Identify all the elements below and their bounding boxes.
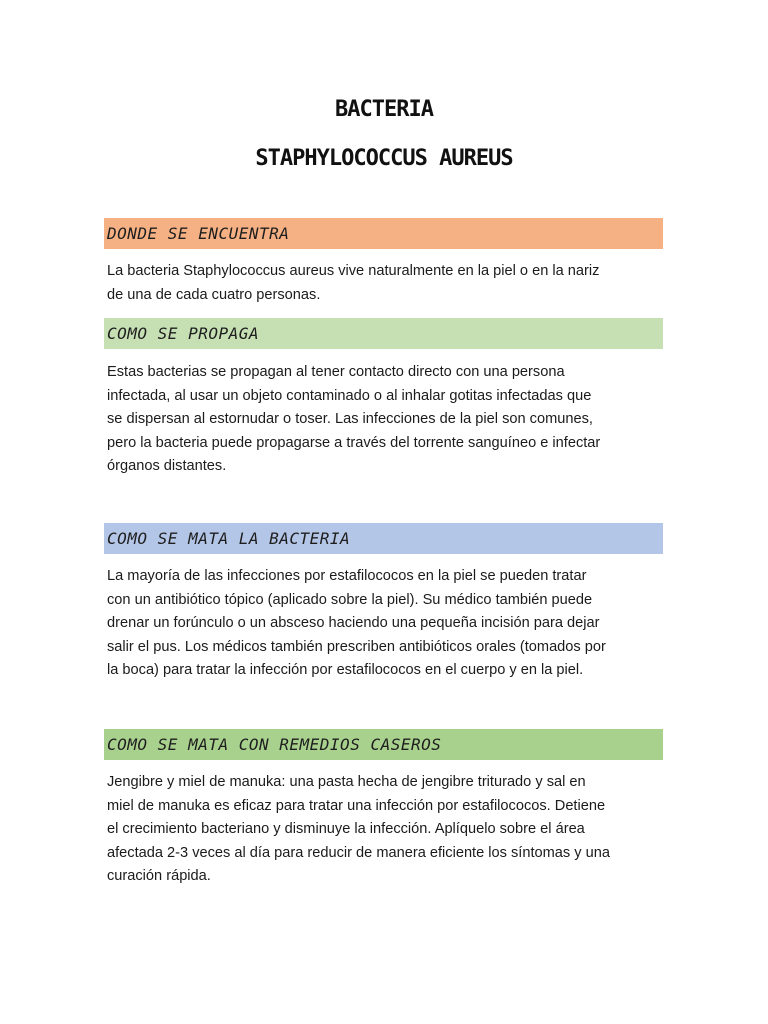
text-line: drenar un forúnculo o un absceso haciendo una pequeña incisión para dejar xyxy=(107,615,600,631)
text-line: el crecimiento bacteriano y disminuye la infección. Aplíquelo sobre el área xyxy=(107,821,585,837)
section-heading-donde-se-encuentra: DONDE SE ENCUENTRA xyxy=(104,218,663,249)
document-title: BACTERIA xyxy=(335,97,433,122)
text-line: La mayoría de las infecciones por estafilococos en la piel se pueden tratar xyxy=(107,568,587,584)
text-line: miel de manuka es eficaz para tratar una infección por estafilococos. Detiene xyxy=(107,797,606,814)
section-heading-como-se-mata-la-bacteria: COMO SE MATA LA BACTERIA xyxy=(104,523,663,554)
text-line: salir el pus. Los médicos también prescriben antibióticos orales (tomados por xyxy=(107,638,606,655)
section-heading-como-se-mata-con-remedios-caseros: COMO SE MATA CON REMEDIOS CASEROS xyxy=(104,729,663,760)
text-line: La bacteria Staphylococcus aureus vive naturalmente en la piel o en la nariz xyxy=(107,263,600,279)
text-line: la boca) para tratar la infección por estafilococos en el cuerpo y en la piel. xyxy=(107,662,584,678)
section-body-como-se-propaga xyxy=(107,361,667,479)
text-line: de una de cada cuatro personas. xyxy=(107,286,321,303)
text-line: Estas bacterias se propagan al tener contacto directo con una persona xyxy=(107,364,565,380)
document-subtitle: STAPHYLOCOCCUS AUREUS xyxy=(255,146,513,171)
text-line: pero la bacteria puede propagarse a través del torrente sanguíneo e infectar xyxy=(107,434,601,451)
text-line: Jengibre y miel de manuka: una pasta hecha de jengibre triturado y sal en xyxy=(107,774,586,790)
text-line: con un antibiótico tópico (aplicado sobre la piel). Su médico también puede xyxy=(107,591,593,608)
text-line: curación rápida. xyxy=(107,868,211,884)
section-body-donde-se-encuentra xyxy=(107,260,667,307)
section-body-como-se-mata-con-remedios-caseros xyxy=(107,771,667,889)
section-heading-como-se-propaga: COMO SE PROPAGA xyxy=(104,318,663,349)
text-line: órganos distantes. xyxy=(107,458,227,474)
section-body-como-se-mata-la-bacteria xyxy=(107,565,667,683)
text-line: afectada 2-3 veces al día para reducir de manera eficiente los síntomas y una xyxy=(107,844,610,861)
text-line: infectada, al usar un objeto contaminado o al inhalar gotitas infectadas que xyxy=(107,387,592,404)
text-line: se dispersan al estornudar o toser. Las infecciones de la piel son comunes, xyxy=(107,411,593,427)
